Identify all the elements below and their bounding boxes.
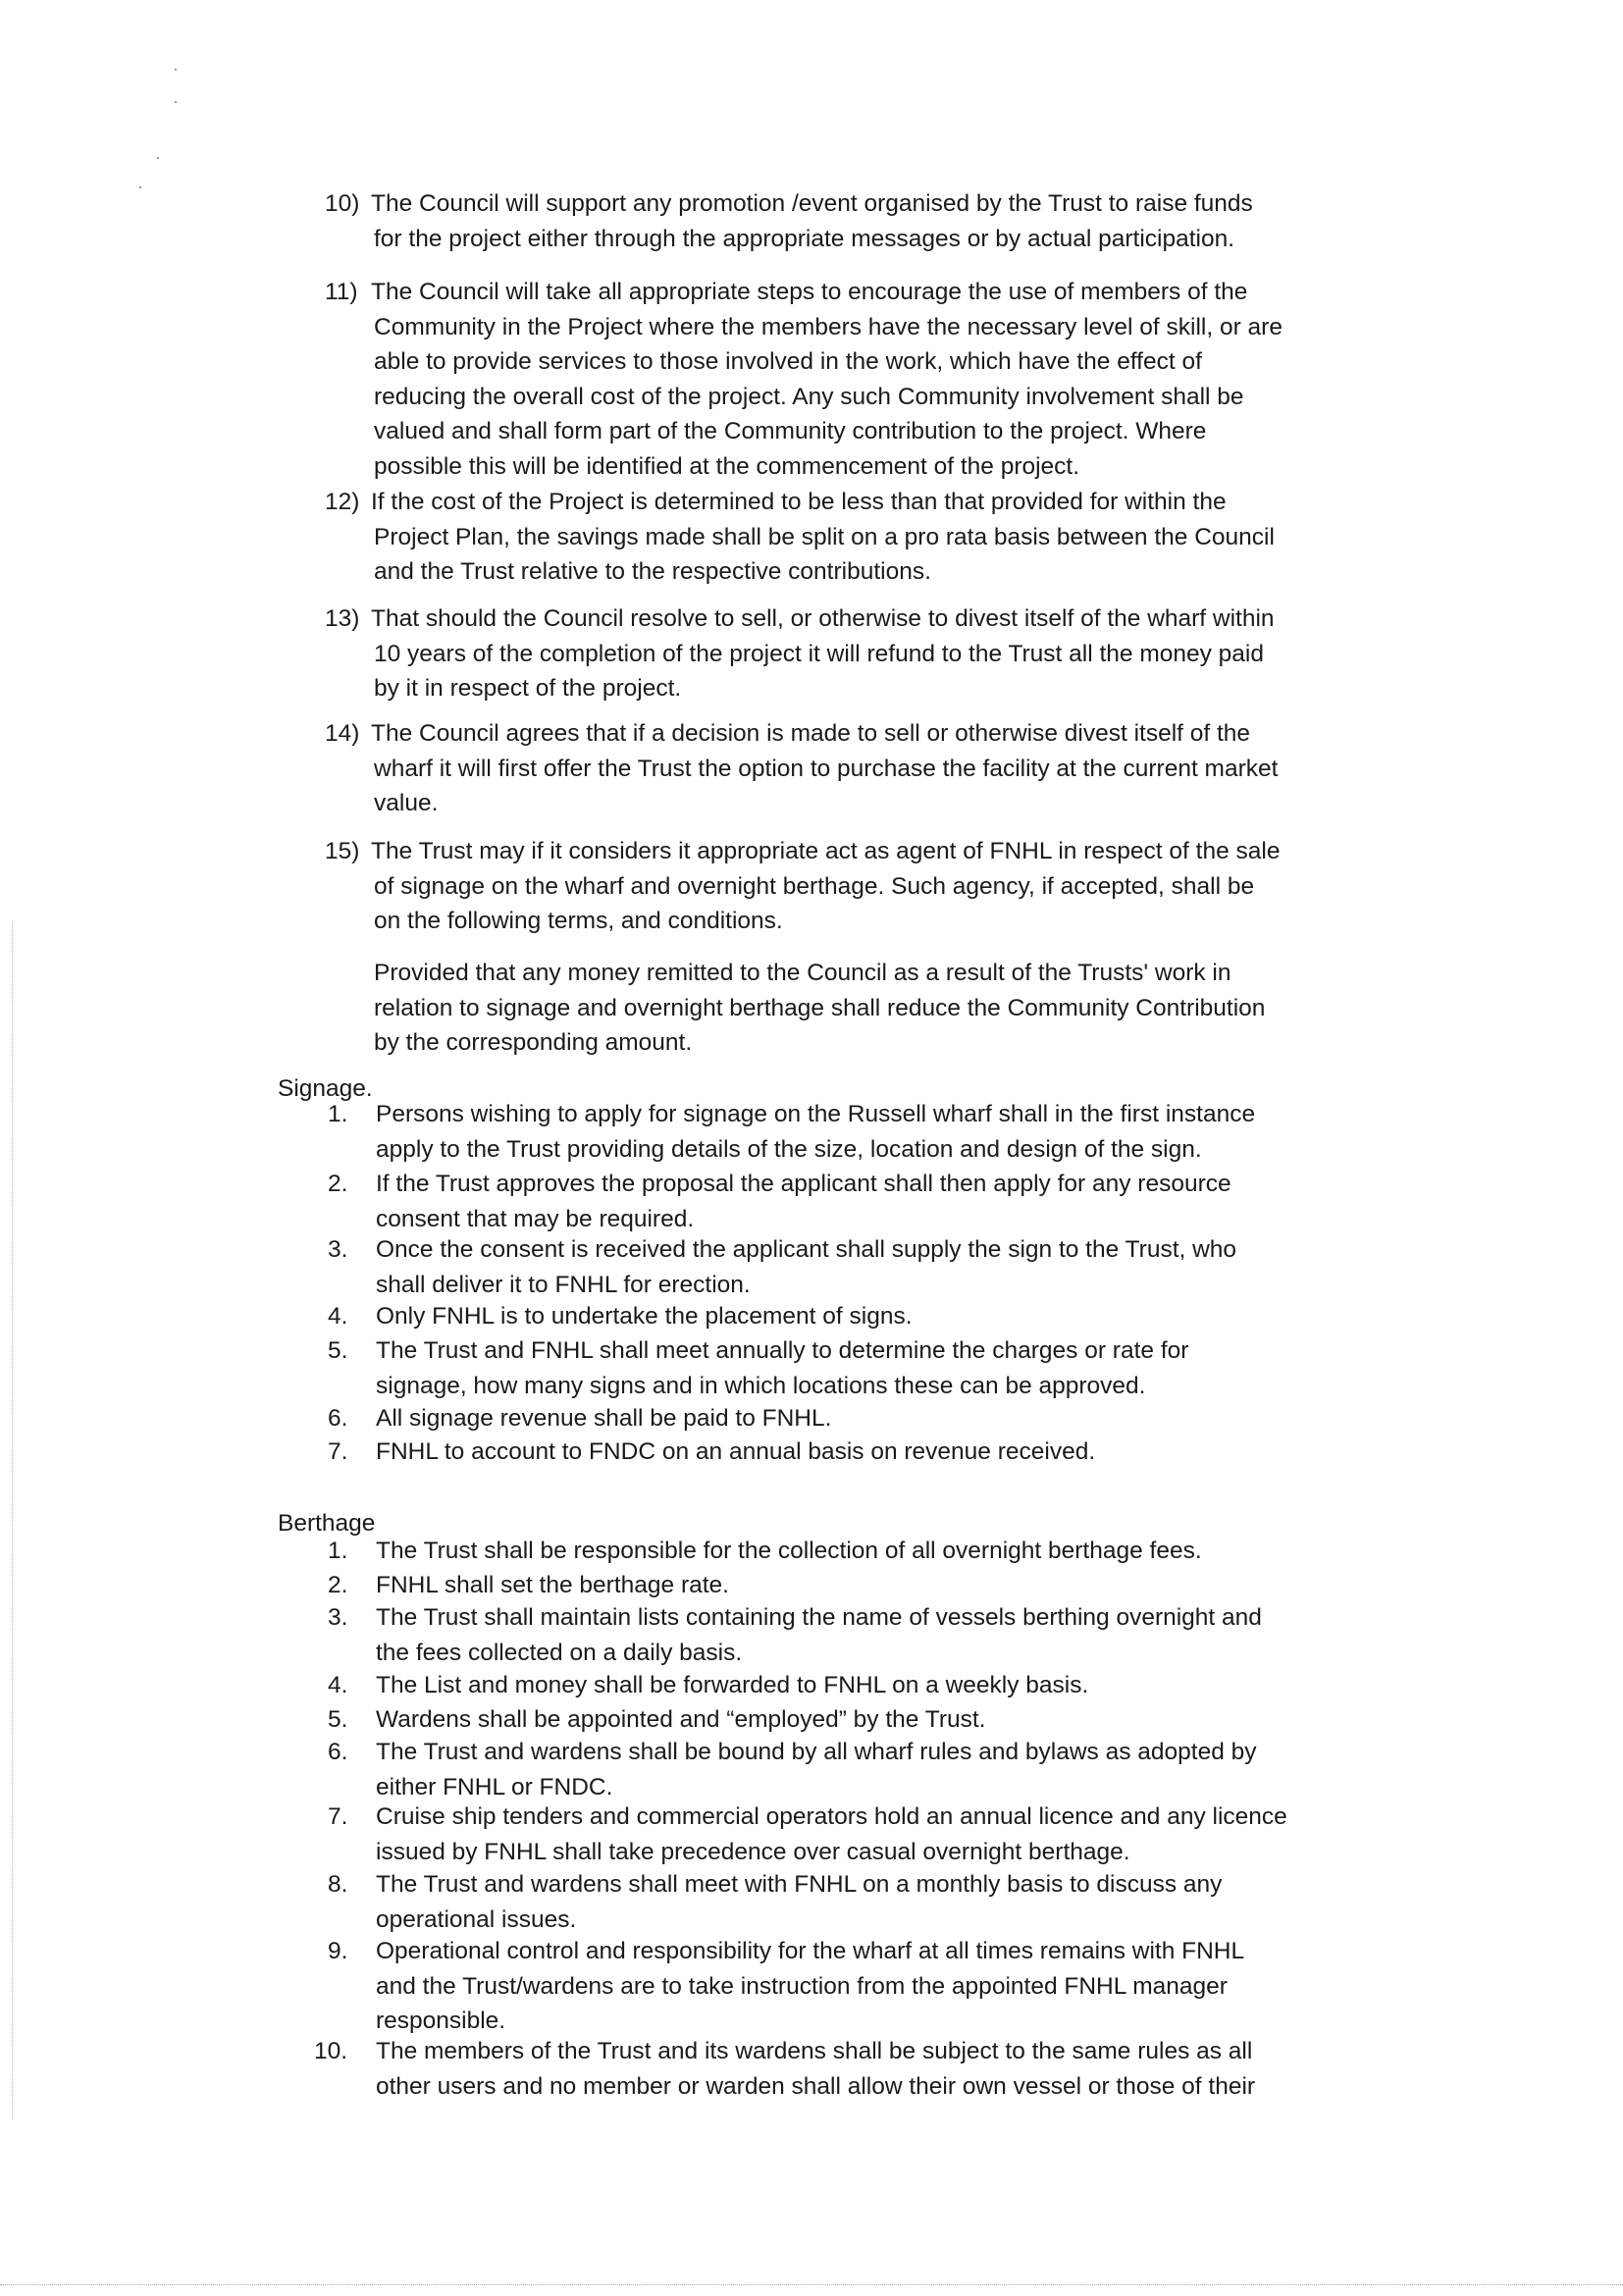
item-number: 11) — [325, 279, 358, 305]
text-line: FNHL shall set the berthage rate. — [376, 1572, 729, 1598]
berthage-item — [328, 1534, 1202, 1569]
text-line: value. — [374, 790, 439, 816]
text-line: Only FNHL is to undertake the placement of signs. — [376, 1303, 913, 1330]
text-line: by it in respect of the project. — [374, 675, 682, 702]
clause-11 — [325, 275, 1283, 484]
clause-15 — [325, 834, 1280, 939]
item-number: 6. — [328, 1739, 348, 1765]
signage-item — [328, 1299, 913, 1334]
text-line: apply to the Trust providing details of the size, location and design of the sign. — [376, 1135, 1202, 1163]
clause-10 — [325, 186, 1253, 256]
item-number: 10) — [325, 190, 360, 217]
item-number: 5. — [328, 1337, 348, 1364]
text-line: shall deliver it to FNHL for erection. — [376, 1271, 751, 1298]
signage-item — [328, 1401, 831, 1436]
text-line: and the Trust/wardens are to take instruction from the appointed FNHL manager — [376, 1972, 1228, 2000]
item-number: 8. — [328, 1871, 348, 1898]
scan-speck — [175, 101, 177, 103]
text-line: for the project either through the appropriate messages or by actual participation. — [374, 225, 1235, 252]
scan-speck — [175, 69, 177, 71]
berthage-item — [328, 1934, 1244, 2039]
text-line: Persons wishing to apply for signage on the Russell wharf shall in the first instance — [376, 1101, 1256, 1127]
item-number: 2. — [328, 1171, 348, 1197]
text-line: The Council agrees that if a decision is made to sell or otherwise divest itself of the — [371, 720, 1251, 747]
item-number: 9. — [328, 1938, 348, 1964]
text-line: If the Trust approves the proposal the applicant shall then apply for any resource — [376, 1171, 1231, 1197]
signage-item — [328, 1232, 1236, 1302]
signage-item — [328, 1097, 1255, 1167]
clause-13 — [325, 601, 1275, 706]
text-line: The Trust and wardens shall meet with FNHL on a monthly basis to discuss any — [376, 1871, 1223, 1898]
text-line: able to provide services to those involved in the work, which have the effect of — [374, 348, 1202, 375]
item-number: 1. — [328, 1538, 348, 1564]
text-line: reducing the overall cost of the project. Any such Community involvement shall be — [374, 383, 1244, 410]
item-number: 4. — [328, 1672, 348, 1698]
scan-speck — [139, 186, 141, 188]
clause-14 — [325, 716, 1278, 821]
text-line: valued and shall form part of the Community contribution to the project. Where — [374, 418, 1207, 444]
signage-item — [328, 1333, 1188, 1403]
text-line: All signage revenue shall be paid to FNHL. — [376, 1405, 832, 1432]
clause-12 — [325, 485, 1275, 590]
scan-speck — [157, 157, 159, 159]
item-number: 10. — [314, 2038, 348, 2064]
berthage-item — [328, 1867, 1222, 1937]
berthage-item — [328, 1735, 1257, 1804]
text-line: Once the consent is received the applicant shall supply the sign to the Trust, who — [376, 1236, 1237, 1263]
text-line: wharf it will first offer the Trust the option to purchase the facility at the current market — [374, 755, 1279, 782]
text-line: The Council will take all appropriate steps to encourage the use of members of the — [371, 279, 1248, 305]
text-line: relation to signage and overnight berthage shall reduce the Community Contribution — [374, 994, 1266, 1021]
text-line: The Trust shall maintain lists containing the name of vessels berthing overnight and — [376, 1604, 1262, 1631]
item-number: 12) — [325, 489, 360, 515]
signage-item — [328, 1435, 1095, 1470]
item-number: 5. — [328, 1706, 348, 1733]
item-number: 13) — [325, 605, 360, 632]
proviso-paragraph — [374, 956, 1265, 1061]
text-line: Provided that any money remitted to the Council as a result of the Trusts' work in — [374, 960, 1231, 986]
text-line: The Trust and FNHL shall meet annually to determine the charges or rate for — [376, 1337, 1189, 1364]
text-line: either FNHL or FNDC. — [376, 1773, 613, 1800]
text-line: issued by FNHL shall take precedence over casual overnight berthage. — [376, 1838, 1130, 1865]
scan-edge-line — [12, 922, 13, 2119]
text-line: Project Plan, the savings made shall be split on a pro rata basis between the Council — [374, 523, 1275, 550]
text-line: consent that may be required. — [376, 1205, 695, 1232]
scan-bottom-edge — [0, 2284, 1623, 2285]
text-line: Cruise ship tenders and commercial operators hold an annual licence and any licence — [376, 1803, 1287, 1830]
text-line: signage, how many signs and in which locations these can be approved. — [376, 1372, 1146, 1399]
text-line: The List and money shall be forwarded to FNHL on a weekly basis. — [376, 1672, 1089, 1698]
item-number: 2. — [328, 1572, 348, 1598]
berthage-item — [328, 1568, 729, 1603]
text-line: The Trust may if it considers it appropriate act as agent of FNHL in respect of the sale — [371, 838, 1281, 864]
item-number: 7. — [328, 1438, 348, 1465]
text-line: The members of the Trust and its wardens shall be subject to the same rules as all — [376, 2038, 1253, 2064]
text-line: operational issues. — [376, 1905, 577, 1933]
item-number: 1. — [328, 1101, 348, 1127]
berthage-item — [314, 2034, 1255, 2104]
text-line: of signage on the wharf and overnight berthage. Such agency, if accepted, shall be — [374, 872, 1255, 900]
item-number: 3. — [328, 1236, 348, 1263]
text-line: other users and no member or warden shall allow their own vessel or those of their — [376, 2072, 1256, 2100]
text-line: responsible. — [376, 2008, 506, 2034]
text-line: Wardens shall be appointed and “employed” by the Trust. — [376, 1706, 986, 1733]
text-line: and the Trust relative to the respective contributions. — [374, 558, 931, 585]
text-line: The Trust and wardens shall be bound by all wharf rules and bylaws as adopted by — [376, 1739, 1257, 1765]
berthage-item — [328, 1600, 1262, 1670]
text-line: That should the Council resolve to sell, or otherwise to divest itself of the wharf within — [371, 605, 1275, 632]
text-line: Community in the Project where the members have the necessary level of skill, or are — [374, 313, 1283, 340]
item-number: 6. — [328, 1405, 348, 1432]
text-line: Operational control and responsibility for the wharf at all times remains with FNHL — [376, 1938, 1245, 1964]
signage-heading: Signage. — [278, 1075, 373, 1102]
text-line: The Council will support any promotion /event organised by the Trust to raise funds — [371, 190, 1253, 217]
text-line: by the corresponding amount. — [374, 1029, 693, 1056]
item-number: 14) — [325, 720, 360, 747]
text-line: The Trust shall be responsible for the collection of all overnight berthage fees. — [376, 1538, 1202, 1564]
berthage-item — [328, 1800, 1287, 1869]
item-number: 7. — [328, 1803, 348, 1830]
text-line: on the following terms, and conditions. — [374, 908, 783, 934]
berthage-item — [328, 1702, 985, 1738]
text-line: 10 years of the completion of the project it will refund to the Trust all the money paid — [374, 640, 1264, 667]
text-line: If the cost of the Project is determined to be less than that provided for within the — [371, 489, 1227, 515]
berthage-heading: Berthage — [278, 1510, 376, 1537]
signage-item — [328, 1167, 1231, 1236]
item-number: 4. — [328, 1303, 348, 1330]
text-line: possible this will be identified at the commencement of the project. — [374, 452, 1080, 480]
item-number: 15) — [325, 838, 360, 864]
item-number: 3. — [328, 1604, 348, 1631]
text-line: the fees collected on a daily basis. — [376, 1639, 743, 1666]
berthage-item — [328, 1668, 1088, 1703]
text-line: FNHL to account to FNDC on an annual basis on revenue received. — [376, 1438, 1096, 1465]
